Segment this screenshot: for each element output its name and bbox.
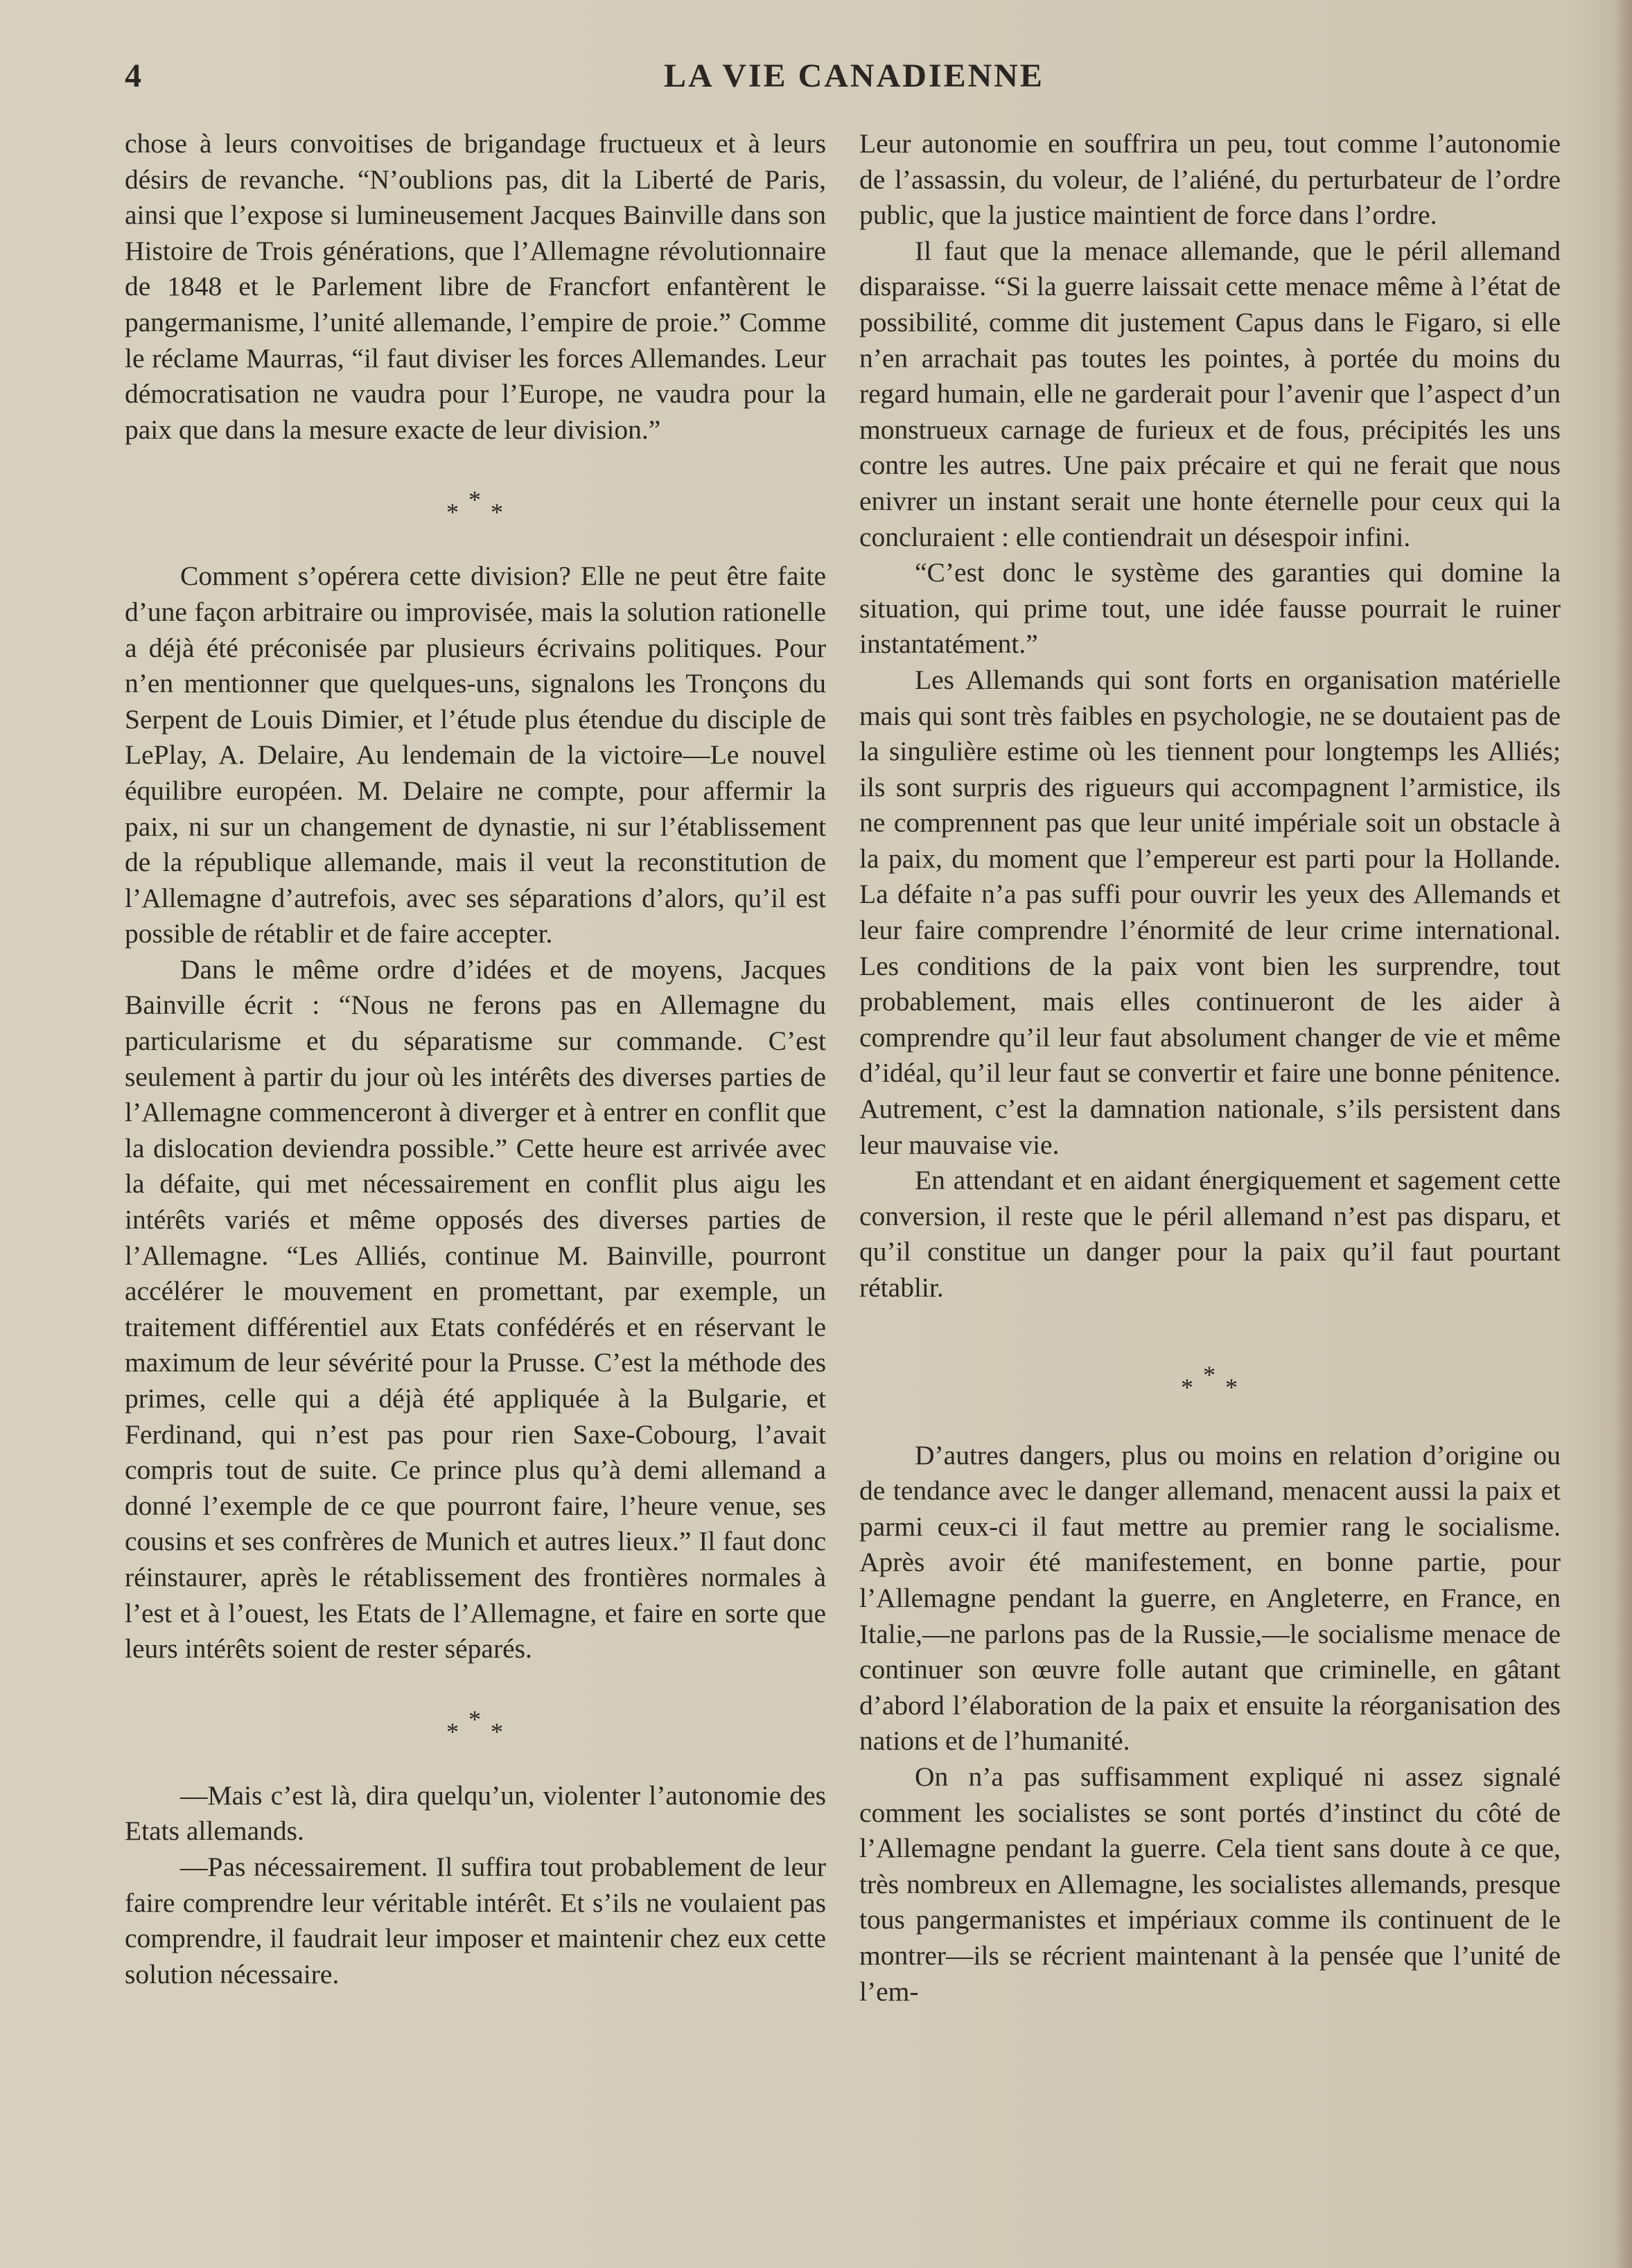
paragraph: Les Allemands qui sont forts en organisation matérielle mais qui sont très faibles en psychologie, ne se doutaient pas de la singulière estime où les tiennent pour longtemps les Alliés; ils sont surpris des rigueurs qui accompagnent l’armistice, ils ne comprennent pas que leur unité impériale soit un obstacle à la paix, du moment que l’empereur est parti pour la Hollande. La défaite n’a pas suffi pour ouvrir les yeux des Allemands et leur faire comprendre l’énormité de leur crime international. Les conditions de la paix vont bien les surprendre, tout probablement, mais elles continueront de les aider à comprendre qu’il leur faut absolument changer de vie et même d’idéal, qu’il leur faut se convertir et faire une bonne pénitence. Autrement, c’est la damnation nationale, s’ils persistent dans leur mauvaise vie. (859, 664, 1561, 1160)
running-title: LA VIE CANADIENNE (664, 58, 1044, 94)
right-column (859, 126, 1561, 2010)
paragraph: En attendant et en aidant énergiquement et sagement cette conversion, il reste que le péril allemand n’est pas disparu, et qu’il constitue un danger pour la paix qu’il faut pourtant rétablir. (859, 1165, 1561, 1303)
paragraph: On n’a pas suffisamment expliqué ni assez signalé comment les socialistes se sont portés d’instinct du côté de l’Allemagne pendant la guerre. Cela tient sans doute à ce que, très nombreux en Allemagne, les socialistes allemands, presque tous pangermanistes et impériaux comme ils continuent de le montrer—ils se récrient maintenant à la pensée que l’unité de l’em- (859, 1761, 1561, 2007)
paragraph: —Pas nécessairement. Il suffira tout probablement de leur faire comprendre leur véritable intérêt. Et s’ils ne voulaient pas comprendre, il faudrait leur imposer et maintenir chez eux cette solution nécessaire. (125, 1851, 826, 1989)
paragraph: chose à leurs convoitises de brigandage fructueux et à leurs désirs de revanche. “N’oublions pas, dit la Liberté de Paris, ainsi que l’expose si lumineusement Jacques Bainville dans son Histoire de Trois générations, que l’Allemagne révolutionnaire de 1848 et le Parlement libre de Francfort enfantèrent le pangermanisme, l’unité allemande, l’empire de proie.” Comme le réclame Maurras, “il faut diviser les forces Allemandes. Leur démocratisation ne vaudra pour l’Europe, ne vaudra pour la paix que dans la mesure exacte de leur division.” (125, 128, 826, 445)
page-header (125, 57, 1583, 105)
paragraph: D’autres dangers, plus ou moins en relation d’origine ou de tendance avec le danger allemand, menacent aussi la paix et parmi ceux-ci il faut mettre au premier rang le socialisme. Après avoir été manifestement, en bonne partie, pour l’Allemagne pendant la guerre, en Angleterre, en France, en Italie,—ne parlons pas de la Russie,—le socialisme menace de continuer son œuvre folle autant que criminelle, en gâtant d’abord l’élaboration de la paix et ensuite la réorganisation des nations et de l’humanité. (859, 1439, 1561, 1757)
paragraph: —Mais c’est là, dira quelqu’un, violenter l’autonomie des Etats allemands. (125, 1779, 826, 1847)
page-edge-shadow (1614, 0, 1632, 2268)
section-separator: * * * (446, 486, 503, 527)
paragraph: Dans le même ordre d’idées et de moyens, Jacques Bainville écrit : “Nous ne ferons pas en Allemagne du particularisme et du séparatisme sur commande. C’est seulement à partir du jour où les intérêts des diverses parties de l’Allemagne commenceront à diverger et à entrer en conflit que la dislocation deviendra possible.” Cette heure est arrivée avec la défaite, qui met nécessairement en conflit plus aigu les intérêts variés et même opposés des diverses parties de l’Allemagne. “Les Alliés, continue M. Bainville, pourront accélérer le mouvement en promettant, par exemple, un traitement différentiel aux Etats confédérés et en réservant le maximum de leur sévérité pour la Prusse. C’est la méthode des primes, celle qui a déjà été appliquée à la Bulgarie, et Ferdinand, qui n’est pas pour rien Saxe-Cobourg, l’avait compris tout de suite. Ce prince plus qu’à demi allemand a donné l’exemple de ce que pourront faire, l’heure venue, ses cousins et ses confrères de Munich et autres lieux.” Il faut donc réinstaurer, après le rétablissement des frontières normales à l’est et à l’ouest, les Etats de l’Allemagne, et faire en sorte que leurs intérêts soient de rester séparés. (125, 953, 826, 1664)
paragraph: “C’est donc le système des garanties qui domine la situation, qui prime tout, une idée fausse pourrait le ruiner instantatément.” (859, 557, 1561, 660)
left-column (125, 126, 826, 1992)
paragraph: Leur autonomie en souffrira un peu, tout comme l’autonomie de l’assassin, du voleur, de l’aliéné, du perturbateur de l’ordre public, que la justice maintient de force dans l’ordre. (859, 128, 1561, 231)
section-separator: * * * (1181, 1360, 1238, 1401)
paragraph: Comment s’opérera cette division? Elle ne peut être faite d’une façon arbitraire ou improvisée, mais la solution rationelle a déjà été préconisée par plusieurs écrivains politiques. Pour n’en mentionner que quelques-uns, signalons les Tronçons du Serpent de Louis Dimier, et l’étude plus étendue du disciple de LePlay, A. Delaire, Au lendemain de la victoire—Le nouvel équilibre européen. M. Delaire ne compte, pour affermir la paix, ni sur un changement de dynastie, ni sur l’établissement de la république allemande, mais il veut la reconstitution de l’Allemagne d’autrefois, avec ses séparations d’alors, qu’il est possible de rétablir et de faire accepter. (125, 561, 826, 949)
section-separator: * * * (446, 1705, 503, 1746)
page-number: 4 (125, 58, 141, 94)
paragraph: Il faut que la menace allemande, que le péril allemand disparaisse. “Si la guerre laissait cette menace même à l’état de possibilité, comme dit justement Capus dans le Figaro, si elle n’en arrachait pas toutes les pointes, à portée du moins du regard humain, elle ne garderait pour l’avenir que l’aspect d’un monstrueux carnage de furieux et de fous, précipités les uns contre les autres. Une paix précaire et qui ne ferait que nous enivrer un instant serait une honte éternelle pour ceux qui la concluraient : elle contiendrait un désespoir infini. (859, 235, 1561, 552)
